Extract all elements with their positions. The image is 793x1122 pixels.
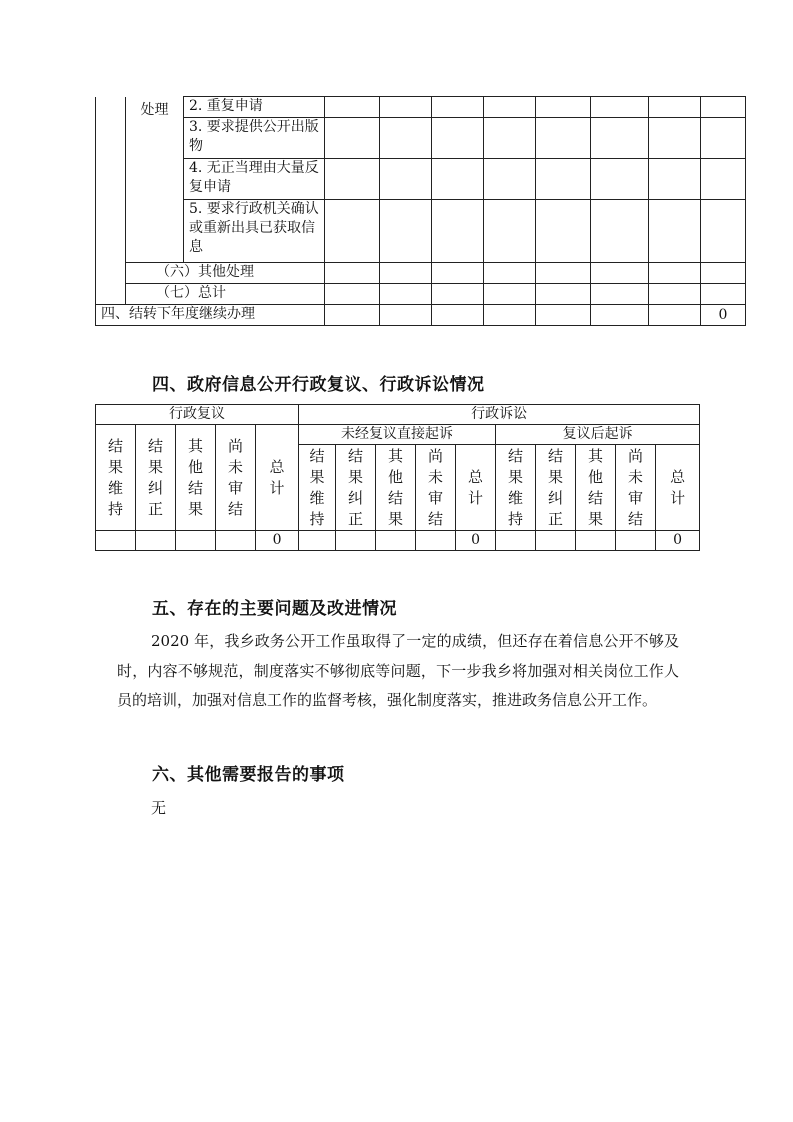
row-total <box>701 263 746 284</box>
col-header: 结果维持 <box>96 425 136 531</box>
row-label: 3. 要求提供公开出版物 <box>184 118 325 159</box>
table-row <box>96 200 746 263</box>
after-review-suit-header: 复议后起诉 <box>496 425 700 445</box>
row-total: 0 <box>701 305 746 326</box>
table-cell <box>376 531 416 551</box>
header-row <box>96 405 700 425</box>
table-cell <box>416 531 456 551</box>
col-header: 总计 <box>656 445 700 531</box>
table-cell <box>96 531 136 551</box>
col-header: 结果维持 <box>299 445 336 531</box>
col-header: 尚未审结 <box>616 445 656 531</box>
header-row <box>96 425 700 445</box>
col-header: 其他结果 <box>376 445 416 531</box>
section6-heading: 六、其他需要报告的事项 <box>152 765 345 785</box>
col-header: 其他结果 <box>576 445 616 531</box>
row-total <box>701 97 746 118</box>
col-header: 尚未审结 <box>216 425 256 531</box>
section5-heading: 五、存在的主要问题及改进情况 <box>152 599 397 619</box>
col-header: 尚未审结 <box>416 445 456 531</box>
table-cell <box>299 531 336 551</box>
table-row <box>96 97 746 118</box>
application-handling-table <box>95 96 746 326</box>
table-cell <box>136 531 176 551</box>
table-row <box>96 118 746 159</box>
row-total <box>701 159 746 200</box>
table-cell <box>216 531 256 551</box>
table-cell: 0 <box>456 531 496 551</box>
col-header: 其他结果 <box>176 425 216 531</box>
col-header: 结果纠正 <box>136 425 176 531</box>
table-row <box>96 531 700 551</box>
row-label: 4. 无正当理由大量反复申请 <box>184 159 325 200</box>
review-header: 行政复议 <box>96 405 299 425</box>
section4-heading: 四、政府信息公开行政复议、行政诉讼情况 <box>152 375 485 395</box>
review-litigation-table <box>95 404 700 551</box>
table-cell: 0 <box>256 531 299 551</box>
row-total <box>701 284 746 305</box>
table-row <box>96 305 746 326</box>
row-total <box>701 118 746 159</box>
direct-suit-header: 未经复议直接起诉 <box>299 425 496 445</box>
row-label: 2. 重复申请 <box>184 97 325 118</box>
indent-cell <box>96 97 126 305</box>
section6-content: 无 <box>151 799 167 817</box>
section5-paragraph: 2020 年，我乡政务公开工作虽取得了一定的成绩，但还存在着信息公开不够及时，内容不够规范，制度落实不够彻底等问题，下一步我乡将加强对相关岗位工作人员的培训，加强对信息工作的监督考核，强化制度落实，推进政务信息公开工作。 <box>117 632 679 709</box>
litigation-header: 行政诉讼 <box>299 405 700 425</box>
table-row <box>96 284 746 305</box>
table-row <box>96 263 746 284</box>
table-row <box>96 159 746 200</box>
row-label: （七）总计 <box>126 284 325 305</box>
row-label: 5. 要求行政机关确认或重新出具已获取信息 <box>184 200 325 263</box>
col-header: 总计 <box>256 425 299 531</box>
col-header: 结果维持 <box>496 445 536 531</box>
row-category: 处理 <box>126 97 184 263</box>
table-cell <box>496 531 536 551</box>
row-label: 四、结转下年度继续办理 <box>96 305 325 326</box>
table-cell: 0 <box>656 531 700 551</box>
table-cell <box>616 531 656 551</box>
col-header: 结果纠正 <box>336 445 376 531</box>
row-total <box>701 200 746 263</box>
col-header: 总计 <box>456 445 496 531</box>
table-cell <box>336 531 376 551</box>
table-cell <box>576 531 616 551</box>
table-cell <box>536 531 576 551</box>
col-header: 结果纠正 <box>536 445 576 531</box>
row-label: （六）其他处理 <box>126 263 325 284</box>
table-cell <box>176 531 216 551</box>
